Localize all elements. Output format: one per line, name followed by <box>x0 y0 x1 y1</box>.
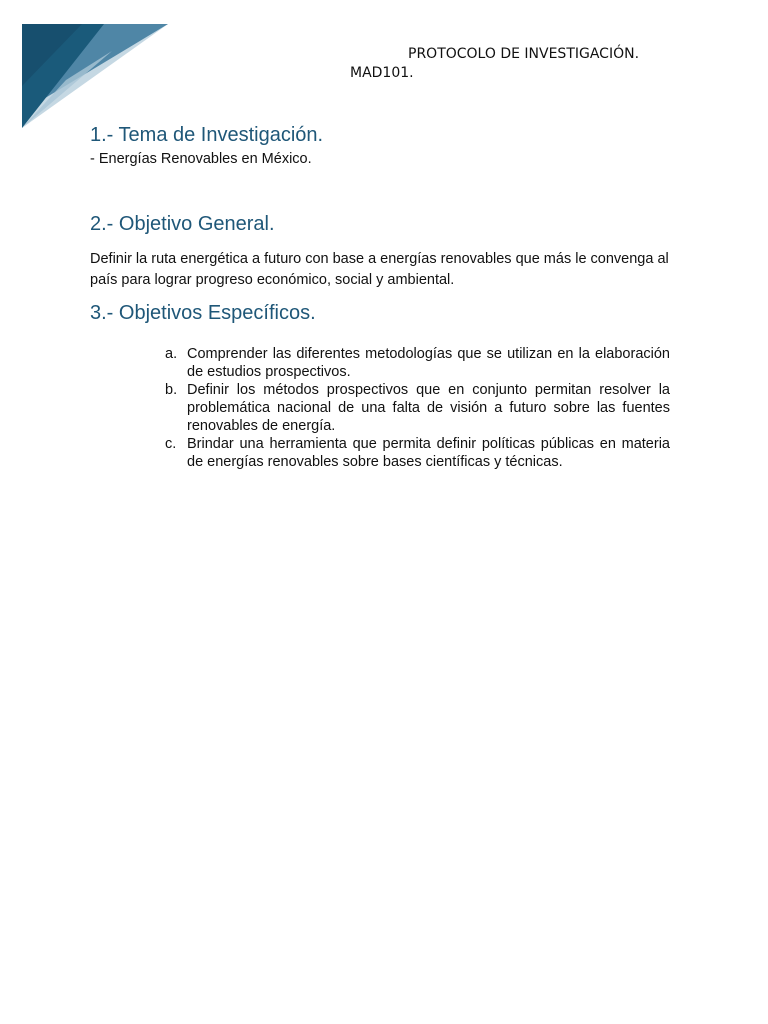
section-heading-general-objective: 2.- Objetivo General. <box>90 213 275 235</box>
list-item <box>163 381 670 435</box>
general-objective-text: Definir la ruta energética a futuro con base a energías renovables que más le convenga al país para lograr progreso económico, social y ambiental. <box>90 251 669 288</box>
section-heading-topic: 1.- Tema de Investigación. <box>90 124 324 146</box>
list-item-text: Brindar una herramienta que permita definir políticas públicas en materia de energías renovables sobre bases científicas y técnicas. <box>187 436 670 470</box>
list-item-text: Comprender las diferentes metodologías que se utilizan en la elaboración de estudios prospectivos. <box>187 346 670 380</box>
list-marker: a. <box>165 346 178 362</box>
document-header-code: MAD101. <box>350 65 414 81</box>
list-item <box>163 435 670 471</box>
corner-triangle-graphic <box>22 24 168 128</box>
document-header-title: PROTOCOLO DE INVESTIGACIÓN. <box>408 46 640 62</box>
list-item <box>163 345 670 381</box>
list-item-text: Definir los métodos prospectivos que en conjunto permitan resolver la problemática nacional de una falta de visión a futuro sobre las fuentes renovables de energía. <box>187 382 670 434</box>
list-marker: b. <box>165 382 178 398</box>
topic-text: - Energías Renovables en México. <box>90 151 312 167</box>
list-marker: c. <box>165 436 177 452</box>
page-number: 1 <box>49 12 57 26</box>
section-heading-specific-objectives: 3.- Objetivos Específicos. <box>90 302 316 324</box>
specific-objectives-list <box>163 345 670 471</box>
